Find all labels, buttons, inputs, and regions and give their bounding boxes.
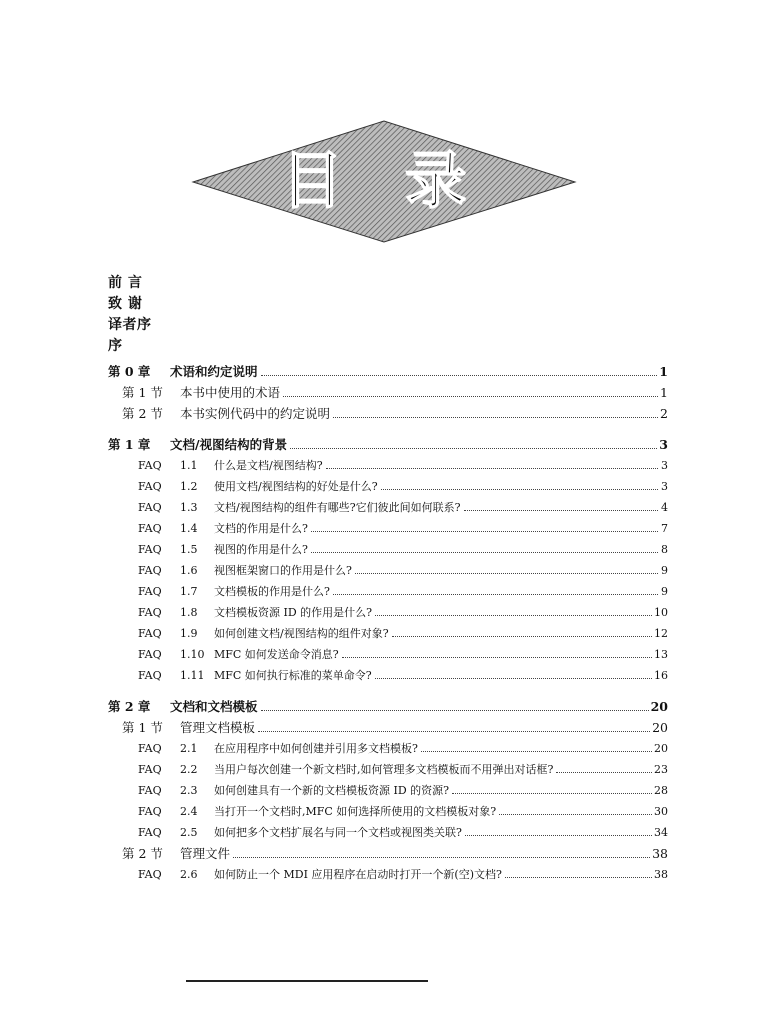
faq-number: 2.2: [180, 763, 198, 776]
toc-number: FAQ: [138, 805, 162, 818]
toc-title: 在应用程序中如何创建并引用多文档模板?: [214, 742, 418, 755]
toc-entry-faq[interactable]: [108, 602, 668, 623]
dot-leader: [311, 552, 658, 553]
faq-number: 2.3: [180, 784, 198, 797]
dot-leader: [464, 510, 659, 511]
toc-title: 管理文件: [180, 846, 231, 861]
dot-leader: [392, 636, 652, 637]
faq-number: 1.1: [180, 459, 198, 472]
toc-number: 第 1 节: [122, 720, 163, 735]
page-number: 1: [659, 364, 668, 379]
toc-label: [108, 362, 258, 382]
toc-number: FAQ: [138, 763, 162, 776]
page-number: 4: [661, 501, 668, 514]
dot-leader: [342, 657, 652, 658]
toc-label: [138, 497, 461, 518]
toc-label: [138, 780, 449, 801]
toc-number: FAQ: [138, 459, 162, 472]
toc-entry-section[interactable]: [108, 382, 668, 403]
toc-label: [138, 581, 330, 602]
page-number: 28: [654, 784, 668, 797]
page-number: 13: [654, 648, 668, 661]
faq-number: 1.7: [180, 585, 198, 598]
toc-number: FAQ: [138, 826, 162, 839]
faq-number: 2.6: [180, 868, 198, 881]
toc-number: 第 2 节: [122, 846, 163, 861]
dot-leader: [452, 793, 652, 794]
toc-number: 第 1 节: [122, 385, 163, 400]
toc-entry-faq[interactable]: [108, 581, 668, 602]
toc-entry-faq[interactable]: [108, 560, 668, 581]
page-number: 16: [654, 669, 668, 682]
dot-leader: [311, 531, 658, 532]
toc-title: 当用户每次创建一个新文档时,如何管理多文档模板而不用弹出对话框?: [214, 763, 554, 776]
toc-label: [138, 759, 553, 780]
toc-entry-faq[interactable]: [108, 497, 668, 518]
toc-number: FAQ: [138, 480, 162, 493]
page-number: 20: [652, 720, 668, 735]
page-title: 目 录: [281, 144, 487, 217]
faq-number: 1.5: [180, 543, 198, 556]
faq-number: 1.4: [180, 522, 198, 535]
faq-number: 2.5: [180, 826, 198, 839]
page-number: 38: [652, 846, 668, 861]
faq-number: 1.11: [180, 669, 205, 682]
page-number: 3: [661, 459, 668, 472]
toc-entry-faq[interactable]: [108, 738, 668, 759]
dot-leader: [375, 615, 652, 616]
page-number: 2: [660, 406, 668, 421]
toc-title: 如何创建文档/视图结构的组件对象?: [214, 627, 389, 640]
front-matter-item[interactable]: 致 谢: [108, 296, 143, 312]
toc-title: 如何把多个文档扩展名与同一个文档或视图类关联?: [214, 826, 462, 839]
dot-leader: [233, 857, 650, 858]
faq-number: 1.2: [180, 480, 198, 493]
dot-leader: [333, 417, 658, 418]
toc-entry-faq[interactable]: [108, 780, 668, 801]
toc-title: 本书实例代码中的约定说明: [180, 406, 331, 421]
page-number: 3: [661, 480, 668, 493]
toc-number: 第 2 章: [108, 699, 151, 714]
toc-number: 第 1 章: [108, 437, 151, 452]
toc-entry-faq[interactable]: [108, 539, 668, 560]
faq-number: 1.8: [180, 606, 198, 619]
toc-number: FAQ: [138, 627, 162, 640]
toc-spacer: [108, 424, 668, 435]
toc-label: [138, 602, 372, 623]
toc-number: FAQ: [138, 648, 162, 661]
toc-entry-chapter[interactable]: [108, 362, 668, 382]
toc-title: 本书中使用的术语: [180, 385, 281, 400]
toc-title: 术语和约定说明: [170, 364, 258, 379]
faq-number: 2.1: [180, 742, 198, 755]
dot-leader: [421, 751, 652, 752]
toc-label: [122, 382, 280, 403]
toc-label: [138, 864, 502, 885]
dot-leader: [333, 594, 658, 595]
toc-entry-chapter[interactable]: [108, 435, 668, 455]
toc-label: [138, 476, 378, 497]
faq-number: 1.3: [180, 501, 198, 514]
toc-entry-faq[interactable]: [108, 644, 668, 665]
faq-number: 2.4: [180, 805, 198, 818]
toc-title: 管理文档模板: [180, 720, 256, 735]
toc-label: [122, 403, 330, 424]
toc-label: [138, 801, 496, 822]
front-matter-list: [108, 273, 228, 357]
toc-title: 文档和文档模板: [170, 699, 258, 714]
dot-leader: [290, 448, 657, 449]
page-number: 20: [650, 699, 668, 714]
dot-leader: [261, 375, 658, 376]
toc-title: 如何防止一个 MDI 应用程序在启动时打开一个新(空)文档?: [214, 868, 502, 881]
toc-number: FAQ: [138, 564, 162, 577]
page-number: 34: [654, 826, 668, 839]
dot-leader: [381, 489, 658, 490]
page-number: 8: [661, 543, 668, 556]
toc-number: FAQ: [138, 522, 162, 535]
table-of-contents: [108, 362, 668, 885]
toc-label: [138, 738, 418, 759]
toc-title: MFC 如何执行标准的菜单命令?: [214, 669, 372, 682]
dot-leader: [499, 814, 652, 815]
dot-leader: [375, 678, 652, 679]
toc-label: [108, 697, 258, 717]
toc-label: [122, 717, 255, 738]
dot-leader: [355, 573, 658, 574]
toc-title: 如何创建具有一个新的文档模板资源 ID 的资源?: [214, 784, 450, 797]
toc-label: [138, 665, 372, 686]
title-banner: [0, 0, 768, 260]
page-number: 12: [654, 627, 668, 640]
dot-leader: [556, 772, 652, 773]
toc-label: [138, 455, 323, 476]
toc-label: [138, 560, 352, 581]
toc-number: FAQ: [138, 742, 162, 755]
toc-entry-faq[interactable]: [108, 455, 668, 476]
toc-title: MFC 如何发送命令消息?: [214, 648, 339, 661]
toc-title: 什么是文档/视图结构?: [214, 459, 323, 472]
toc-number: 第 2 节: [122, 406, 163, 421]
toc-number: FAQ: [138, 784, 162, 797]
faq-number: 1.10: [180, 648, 205, 661]
dot-leader: [465, 835, 652, 836]
toc-title: 文档模板资源 ID 的作用是什么?: [214, 606, 373, 619]
page-number: 7: [661, 522, 668, 535]
page-number: 30: [654, 805, 668, 818]
page-number: 9: [661, 585, 668, 598]
footnote-rule: [186, 980, 428, 982]
page-number: 38: [654, 868, 668, 881]
toc-number: 第 0 章: [108, 364, 151, 379]
toc-entry-faq[interactable]: [108, 864, 668, 885]
toc-entry-faq[interactable]: [108, 822, 668, 843]
toc-label: [138, 644, 339, 665]
toc-number: FAQ: [138, 543, 162, 556]
toc-label: [138, 518, 308, 539]
toc-number: FAQ: [138, 606, 162, 619]
toc-label: [122, 843, 230, 864]
toc-title: 文档/视图结构的组件有哪些?它们彼此间如何联系?: [214, 501, 461, 514]
toc-entry-faq[interactable]: [108, 665, 668, 686]
toc-number: FAQ: [138, 868, 162, 881]
dot-leader: [261, 710, 649, 711]
toc-entry-faq[interactable]: [108, 476, 668, 497]
front-matter-item[interactable]: 序: [108, 338, 123, 354]
toc-label: [138, 623, 389, 644]
toc-spacer: [108, 686, 668, 697]
dot-leader: [258, 731, 650, 732]
toc-entry-faq[interactable]: [108, 801, 668, 822]
page-number: 23: [654, 763, 668, 776]
toc-entry-faq[interactable]: [108, 518, 668, 539]
toc-title: 文档模板的作用是什么?: [214, 585, 330, 598]
faq-number: 1.6: [180, 564, 198, 577]
toc-entry-section[interactable]: [108, 403, 668, 424]
faq-number: 1.9: [180, 627, 198, 640]
toc-label: [108, 435, 287, 455]
toc-title: 文档的作用是什么?: [214, 522, 308, 535]
toc-title: 使用文档/视图结构的好处是什么?: [214, 480, 378, 493]
page-number: 9: [661, 564, 668, 577]
toc-entry-section[interactable]: [108, 843, 668, 864]
page-number: 3: [659, 437, 668, 452]
toc-label: [138, 822, 462, 843]
page-number: 20: [654, 742, 668, 755]
toc-number: FAQ: [138, 585, 162, 598]
toc-title: 当打开一个文档时,MFC 如何选择所使用的文档模板对象?: [214, 805, 497, 818]
toc-entry-section[interactable]: [108, 717, 668, 738]
toc-title: 视图框架窗口的作用是什么?: [214, 564, 352, 577]
toc-number: FAQ: [138, 501, 162, 514]
page-number: 1: [660, 385, 668, 400]
page-number: 10: [654, 606, 668, 619]
toc-label: [138, 539, 308, 560]
dot-leader: [326, 468, 658, 469]
toc-title: 视图的作用是什么?: [214, 543, 308, 556]
dot-leader: [505, 877, 652, 878]
toc-entry-chapter[interactable]: [108, 697, 668, 717]
toc-entry-faq[interactable]: [108, 623, 668, 644]
front-matter-item[interactable]: 译者序: [108, 317, 152, 333]
front-matter-item[interactable]: 前 言: [108, 275, 143, 291]
toc-number: FAQ: [138, 669, 162, 682]
toc-title: 文档/视图结构的背景: [170, 437, 288, 452]
dot-leader: [283, 396, 658, 397]
toc-entry-faq[interactable]: [108, 759, 668, 780]
